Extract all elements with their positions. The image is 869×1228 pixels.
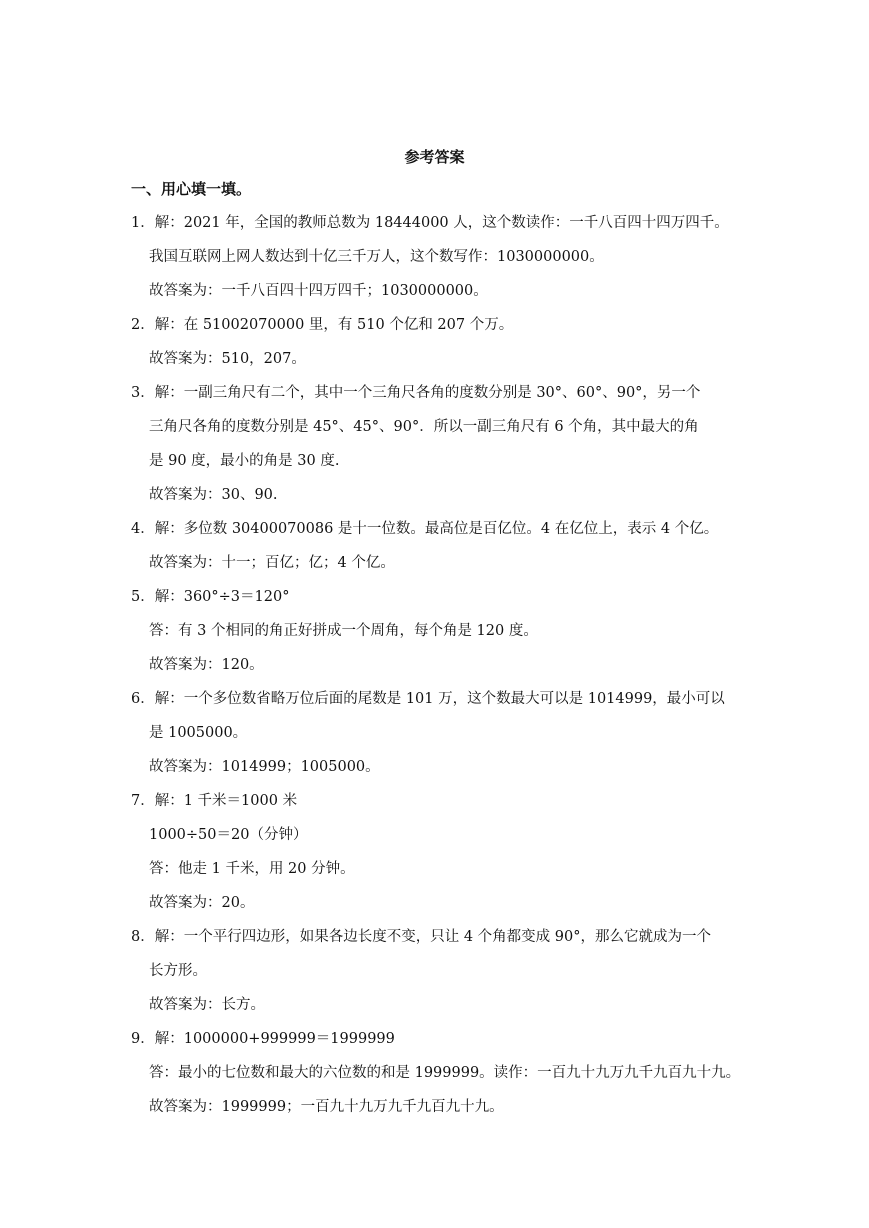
answer-9-line-1: 9．解：1000000+999999＝1999999: [131, 1031, 395, 1047]
answer-5-line-1: 5．解：360°÷3＝120°: [131, 589, 290, 605]
answer-8-line-2: 长方形。: [149, 963, 207, 979]
answer-2-line-2: 故答案为：510，207。: [149, 351, 306, 367]
answer-9-line-2: 答：最小的七位数和最大的六位数的和是 1999999。读作：一百九十九万九千九百九十九。: [149, 1065, 741, 1081]
answer-8-line-1: 8．解：一个平行四边形，如果各边长度不变，只让 4 个角都变成 90°，那么它就成为一个: [131, 929, 711, 945]
answer-3-line-1: 3．解：一副三角尺有二个，其中一个三角尺各角的度数分别是 30°、60°、90°，另一个: [131, 385, 701, 401]
answer-3-line-2: 三角尺各角的度数分别是 45°、45°、90°．所以一副三角尺有 6 个角，其中最大的角: [149, 419, 699, 435]
answer-6-line-3: 故答案为：1014999；1005000。: [149, 759, 380, 775]
answer-7-line-4: 故答案为：20。: [149, 895, 255, 911]
answer-4-line-1: 4．解：多位数 30400070086 是十一位数。最高位是百亿位。4 在亿位上，表示 4 个亿。: [131, 521, 719, 537]
answer-3-line-3: 是 90 度，最小的角是 30 度.: [149, 453, 340, 469]
answer-5-line-3: 故答案为：120。: [149, 657, 264, 673]
answer-7-line-3: 答：他走 1 千米，用 20 分钟。: [149, 861, 355, 877]
answer-4-line-2: 故答案为：十一；百亿；亿；4 个亿。: [149, 555, 395, 571]
answer-7-line-1: 7．解：1 千米＝1000 米: [131, 793, 298, 809]
answer-1-line-1: 1．解：2021 年，全国的教师总数为 18444000 人，这个数读作：一千八百四十四万四千。: [131, 215, 729, 231]
answer-2-line-1: 2．解：在 51002070000 里，有 510 个亿和 207 个万。: [131, 317, 514, 333]
section-heading: 一、用心填一填。: [131, 180, 252, 198]
page-title: 参考答案: [404, 148, 465, 166]
answer-3-line-4: 故答案为：30、90.: [149, 487, 278, 503]
answer-6-line-2: 是 1005000。: [149, 725, 248, 741]
answer-9-line-3: 故答案为：1999999；一百九十九万九千九百九十九。: [149, 1099, 504, 1115]
answer-1-line-3: 故答案为：一千八百四十四万四千；1030000000。: [149, 283, 488, 299]
answer-8-line-3: 故答案为：长方。: [149, 997, 265, 1013]
answer-5-line-2: 答：有 3 个相同的角正好拼成一个周角，每个角是 120 度。: [149, 623, 538, 639]
answer-6-line-1: 6．解：一个多位数省略万位后面的尾数是 101 万，这个数最大可以是 1014999，最小可以: [131, 691, 725, 707]
answer-7-line-2: 1000÷50＝20（分钟）: [149, 827, 308, 843]
answer-1-line-2: 我国互联网上网人数达到十亿三千万人，这个数写作：1030000000。: [149, 249, 604, 265]
